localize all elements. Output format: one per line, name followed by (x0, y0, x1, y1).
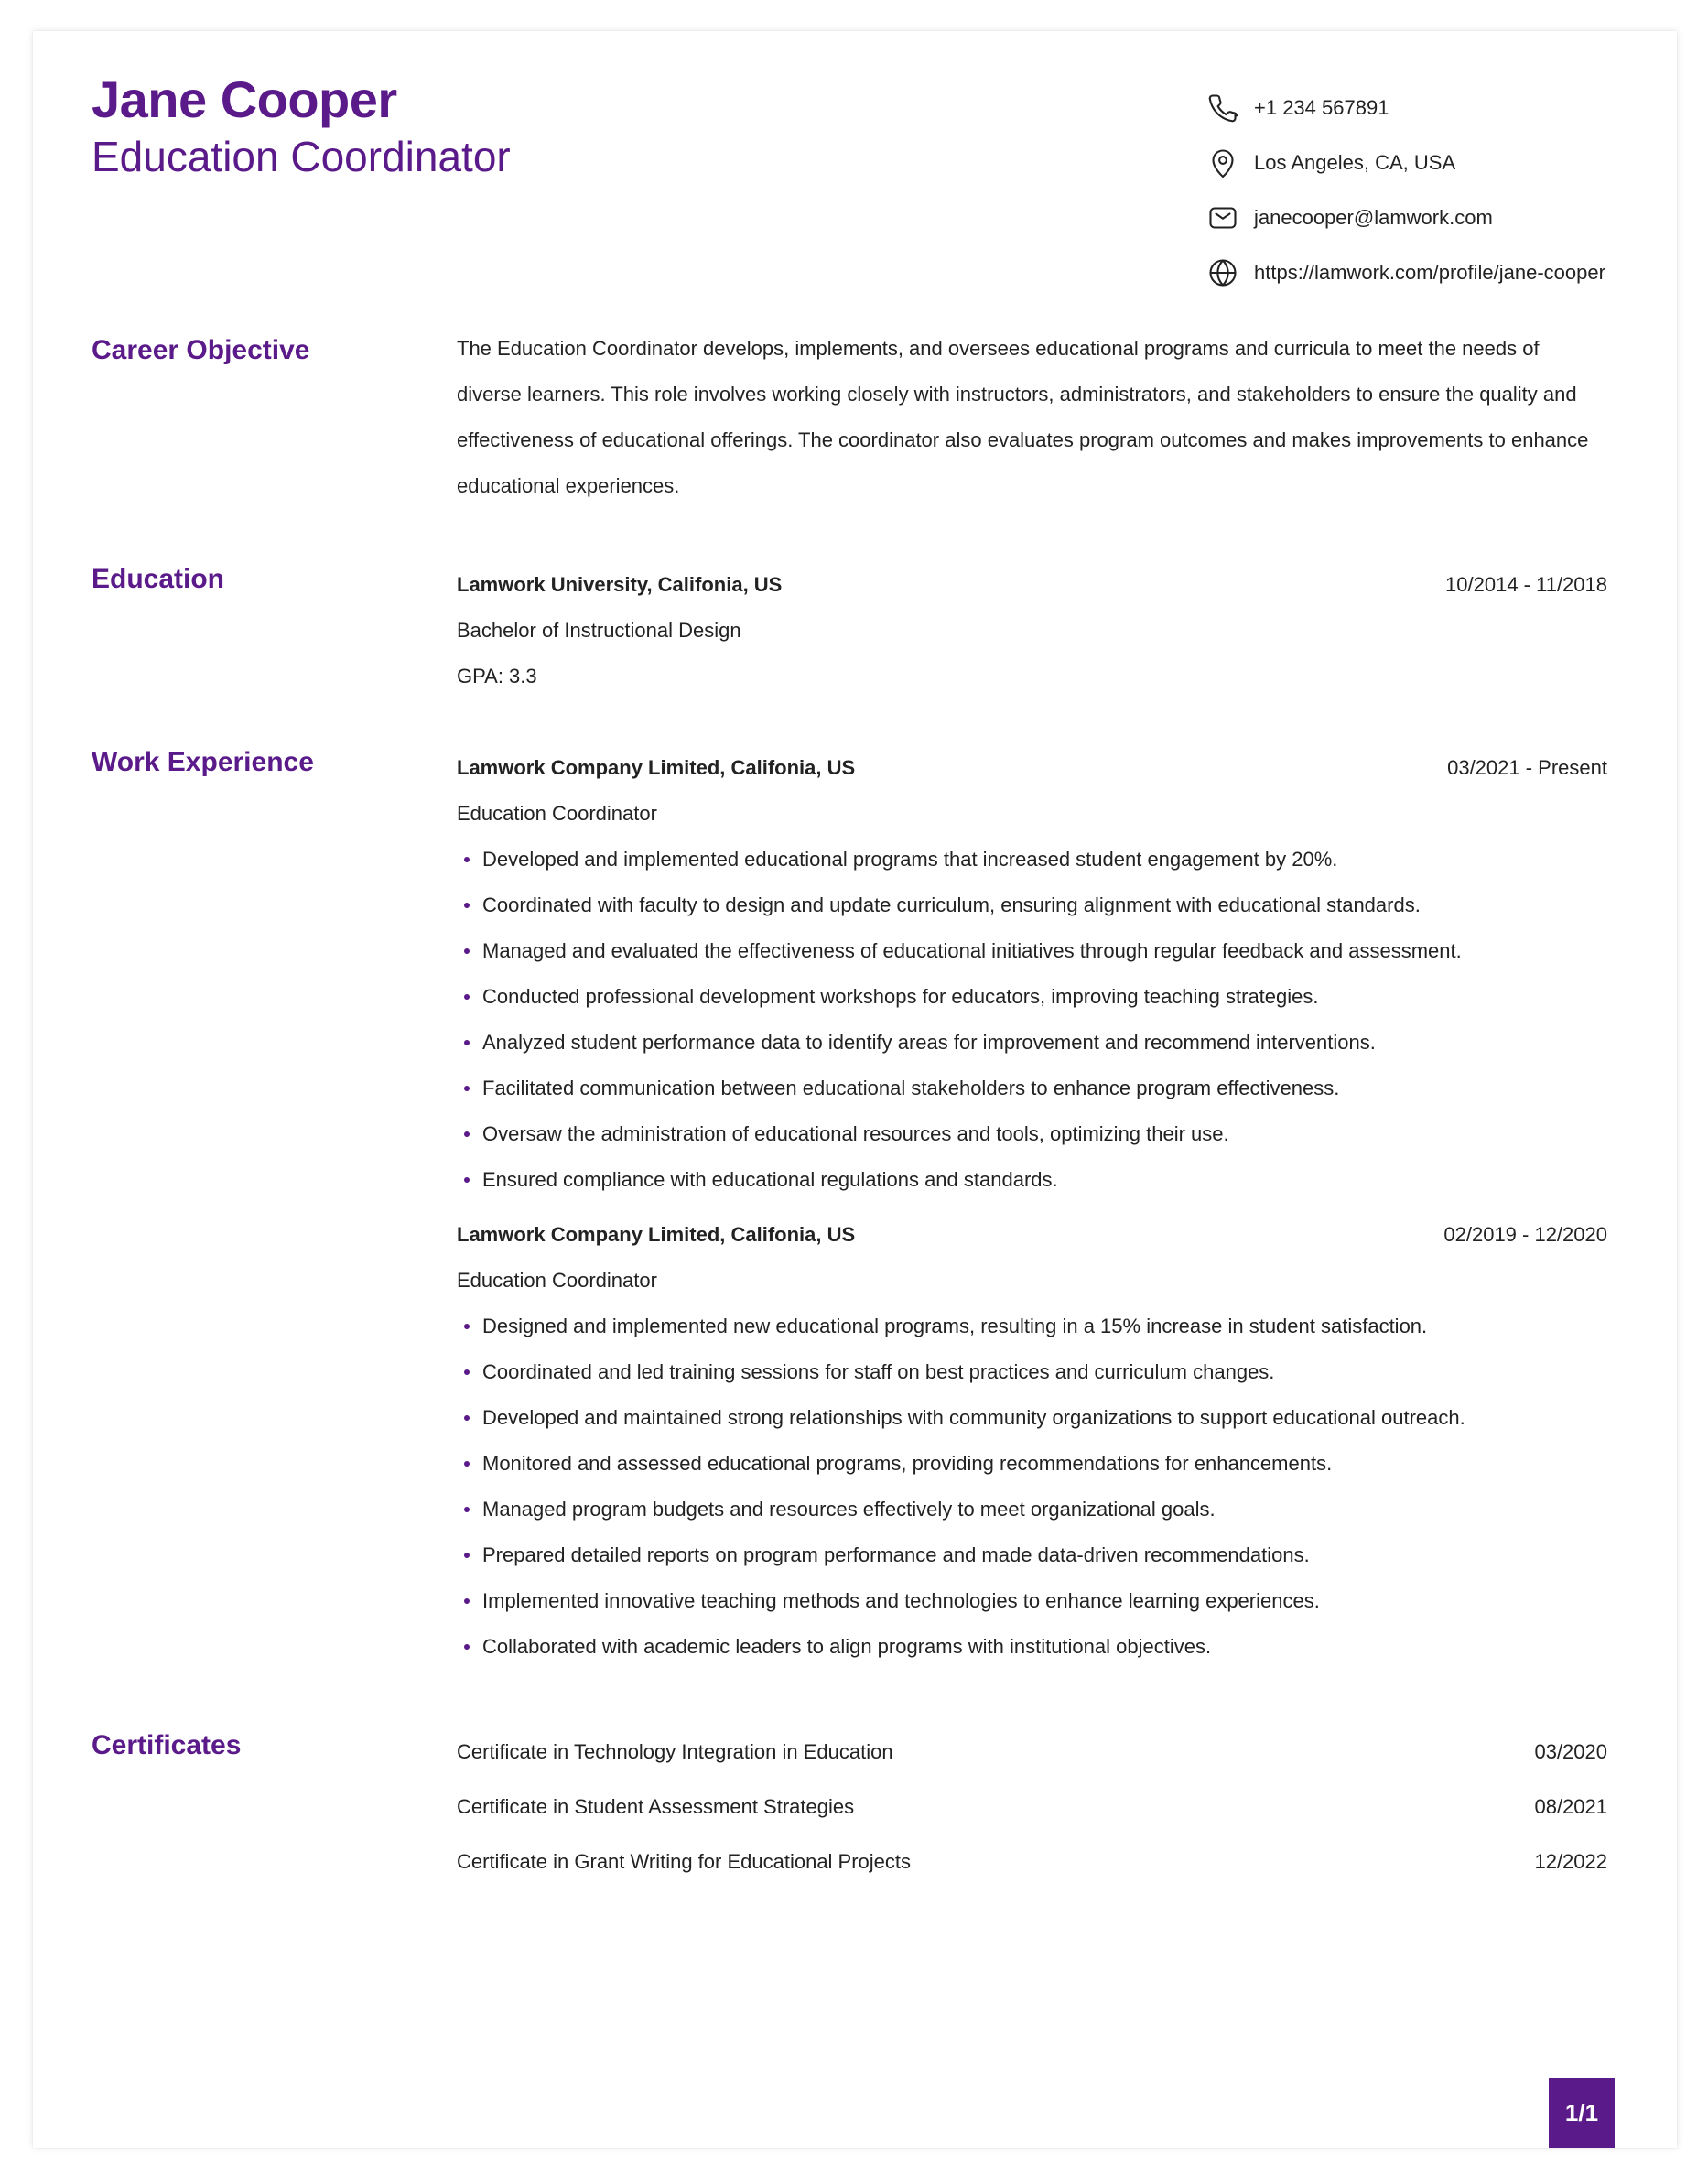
job-bullet: Monitored and assessed educational programs, providing recommendations for enhancements. (457, 1441, 1607, 1487)
location-text: Los Angeles, CA, USA (1254, 151, 1456, 174)
certificate-name: Certificate in Grant Writing for Educational Projects (457, 1850, 912, 1873)
contact-phone (1205, 81, 1635, 135)
certificate-row (457, 1725, 1607, 1780)
job-role: Education Coordinator (457, 802, 657, 825)
job-company: Lamwork Company Limited, Califonia, US (457, 756, 856, 779)
certificate-name: Certificate in Technology Integration in Education (457, 1740, 893, 1763)
education-content (457, 562, 1607, 699)
contact-website (1205, 245, 1635, 300)
job-bullet: Prepared detailed reports on program performance and made data-driven recommendations. (457, 1532, 1607, 1578)
candidate-title: Education Coordinator (92, 133, 511, 180)
page-indicator: 1/1 (1549, 2078, 1615, 2148)
contact-list (1205, 81, 1635, 300)
job-bullet: Developed and implemented educational programs that increased student engagement by 20%. (457, 837, 1607, 882)
job-header-row (457, 1212, 1607, 1258)
section-title-education: Education (92, 564, 225, 594)
career-objective-content (457, 333, 1607, 509)
phone-icon (1205, 90, 1241, 126)
job-bullet: Conducted professional development workshops for educators, improving teaching strategies. (457, 974, 1607, 1020)
globe-icon (1205, 254, 1241, 291)
job-bullet: Managed program budgets and resources effectively to meet organizational goals. (457, 1487, 1607, 1532)
job-company: Lamwork Company Limited, Califonia, US (457, 1223, 856, 1246)
mail-icon (1205, 200, 1241, 236)
candidate-name: Jane Cooper (92, 70, 397, 128)
job-dates: 03/2021 - Present (1447, 756, 1607, 779)
resume-page (33, 31, 1677, 2148)
certificate-date: 03/2020 (1534, 1740, 1607, 1763)
job-bullet: Oversaw the administration of educational resources and tools, optimizing their use. (457, 1111, 1607, 1157)
certificate-row (457, 1835, 1607, 1889)
email-text: janecooper@lamwork.com (1254, 206, 1493, 229)
job-bullet: Implemented innovative teaching methods and technologies to enhance learning experiences. (457, 1578, 1607, 1624)
education-header-row (457, 562, 1607, 608)
job-bullet: Facilitated communication between educational stakeholders to enhance program effectiveness. (457, 1066, 1607, 1111)
job-bullet-list (457, 837, 1607, 1203)
job-bullet: Coordinated with faculty to design and update curriculum, ensuring alignment with educational standards. (457, 882, 1607, 928)
contact-email (1205, 190, 1635, 245)
certificate-row (457, 1780, 1607, 1835)
job-entry (457, 745, 1607, 1203)
job-dates: 02/2019 - 12/2020 (1443, 1223, 1607, 1246)
job-role: Education Coordinator (457, 1269, 657, 1292)
certificate-date: 12/2022 (1534, 1850, 1607, 1873)
job-bullet: Collaborated with academic leaders to align programs with institutional objectives. (457, 1624, 1607, 1670)
career-objective-text: The Education Coordinator develops, implements, and oversees educational programs and curricula to meet the needs of diverse learners. This role involves working closely with instructors, administrators, and stakeholders to ensure the quality and effectiveness of educational offerings. The coordinator also evaluates program outcomes and makes improvements to enhance educational experiences. (457, 337, 1589, 497)
education-dates: 10/2014 - 11/2018 (1445, 573, 1607, 596)
job-bullet: Analyzed student performance data to identify areas for improvement and recommend interventions. (457, 1020, 1607, 1066)
job-bullet: Managed and evaluated the effectiveness of educational initiatives through regular feedback and assessment. (457, 928, 1607, 974)
education-gpa: GPA: 3.3 (457, 665, 537, 687)
job-bullet: Developed and maintained strong relationships with community organizations to support educational outreach. (457, 1395, 1607, 1441)
website-text: https://lamwork.com/profile/jane-cooper (1254, 261, 1605, 284)
work-experience-content (457, 745, 1607, 1670)
certificates-content (457, 1725, 1607, 1889)
certificate-name: Certificate in Student Assessment Strategies (457, 1795, 855, 1818)
location-pin-icon (1205, 145, 1241, 181)
contact-location (1205, 135, 1635, 190)
job-bullet: Designed and implemented new educational programs, resulting in a 15% increase in student satisfaction. (457, 1304, 1607, 1349)
job-bullet-list (457, 1304, 1607, 1670)
education-school: Lamwork University, Califonia, US (457, 573, 783, 596)
section-title-career-objective: Career Objective (92, 335, 310, 365)
education-degree: Bachelor of Instructional Design (457, 619, 741, 642)
certificate-date: 08/2021 (1534, 1795, 1607, 1818)
section-title-work-experience: Work Experience (92, 747, 314, 777)
section-title-certificates: Certificates (92, 1730, 242, 1760)
job-bullet: Ensured compliance with educational regulations and standards. (457, 1157, 1607, 1203)
phone-text: +1 234 567891 (1254, 96, 1389, 119)
job-bullet: Coordinated and led training sessions for staff on best practices and curriculum changes. (457, 1349, 1607, 1395)
job-entry (457, 1212, 1607, 1670)
job-header-row (457, 745, 1607, 791)
